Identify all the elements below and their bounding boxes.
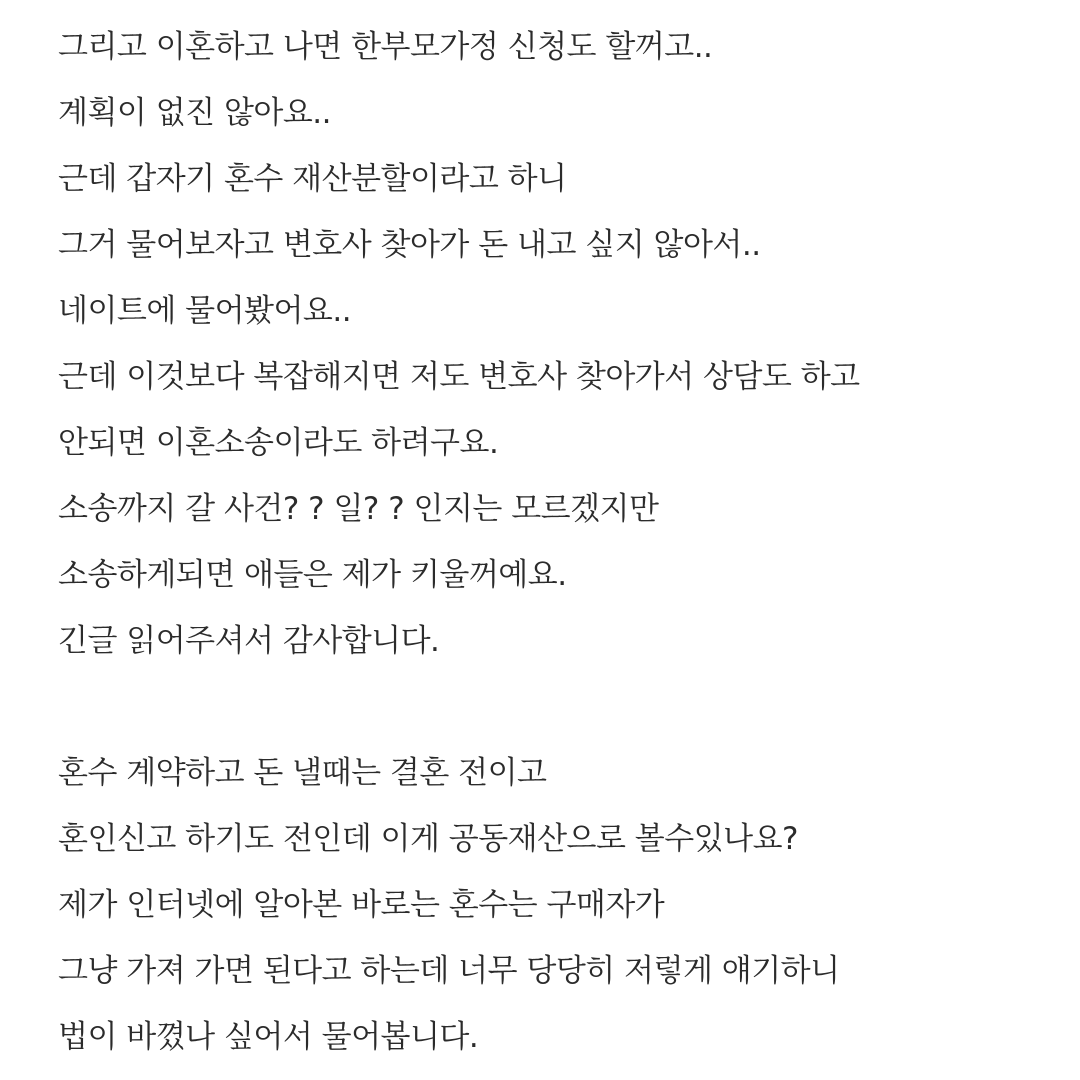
text-line: 근데 이것보다 복잡해지면 저도 변호사 찾아가서 상담도 하고 xyxy=(58,359,860,395)
text-line: 긴글 읽어주셔서 감사합니다. xyxy=(58,623,440,659)
text-line: 제가 인터넷에 알아본 바로는 혼수는 구매자가 xyxy=(58,887,665,923)
text-line: 그냥 가져 가면 된다고 하는데 너무 당당히 저렇게 얘기하니 xyxy=(58,953,840,989)
text-line: 근데 갑자기 혼수 재산분할이라고 하니 xyxy=(58,161,567,197)
text-line: 네이트에 물어봤어요.. xyxy=(58,293,352,329)
text-line: 그거 물어보자고 변호사 찾아가 돈 내고 싶지 않아서.. xyxy=(58,227,761,263)
text-line: 계획이 없진 않아요.. xyxy=(58,95,331,131)
text-line: 소송까지 갈 사건? ? 일? ? 인지는 모르겠지만 xyxy=(58,491,659,527)
text-line: 그리고 이혼하고 나면 한부모가정 신청도 할꺼고.. xyxy=(58,29,713,65)
paragraph-2 xyxy=(58,740,1058,1070)
paragraph-spacer xyxy=(58,674,1058,740)
text-line: 혼수 계약하고 돈 낼때는 결혼 전이고 xyxy=(58,755,547,791)
text-line: 혼인신고 하기도 전인데 이게 공동재산으로 볼수있나요? xyxy=(58,821,798,857)
text-line: 안되면 이혼소송이라도 하려구요. xyxy=(58,425,499,461)
text-line: 소송하게되면 애들은 제가 키울꺼예요. xyxy=(58,557,567,593)
post-body xyxy=(58,14,1058,1070)
text-line: 법이 바꼈나 싶어서 물어봅니다. xyxy=(58,1019,479,1055)
paragraph-1 xyxy=(58,14,1058,674)
